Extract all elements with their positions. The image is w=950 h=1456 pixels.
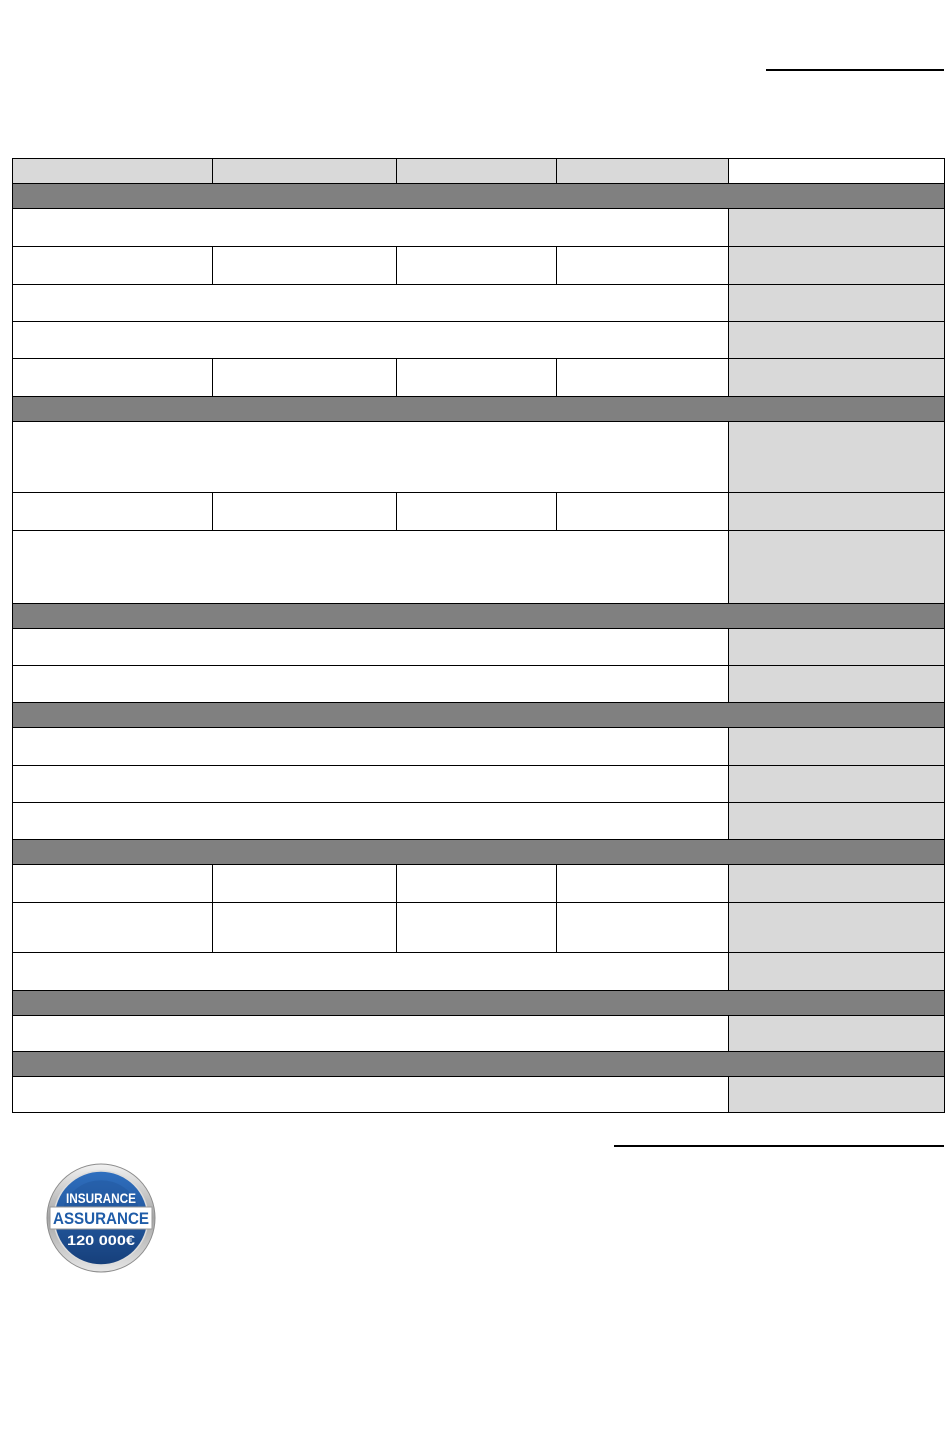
row-17-label [13,1016,729,1051]
header-row-cells [13,159,729,183]
section-header-2 [13,397,944,421]
row-9-label [13,629,729,665]
rule [13,208,944,209]
row-15-value[interactable] [729,903,944,952]
row-2-split [13,247,729,284]
rule [13,990,944,991]
invoice-form-table [12,158,945,1113]
insurance-badge [46,1163,156,1273]
row-7-value[interactable] [729,493,944,530]
rule [728,1077,729,1112]
rule [556,865,557,952]
rule [13,1076,944,1077]
row-14-split [13,865,729,902]
row-14-value[interactable] [729,865,944,902]
rule [13,492,944,493]
row-3-value[interactable] [729,285,944,321]
row-13-label [13,803,729,839]
rule [13,628,944,629]
rule [728,422,729,603]
signature-line-bottom [614,1145,944,1147]
row-18-value[interactable] [729,1077,944,1112]
rule [556,159,557,183]
rule [396,247,397,284]
badge-line-1: INSURANCE [66,1190,136,1206]
rule [13,1051,944,1052]
rule [13,952,944,953]
rule [556,359,557,396]
rule [396,865,397,952]
row-6-value[interactable] [729,422,944,492]
row-8-label [13,531,729,603]
row-15-split [13,903,729,952]
rule [13,183,944,184]
row-6-label [13,422,729,492]
row-8-value[interactable] [729,531,944,603]
row-18-label [13,1077,729,1112]
rule [728,865,729,990]
row-13-value[interactable] [729,803,944,839]
row-9-value[interactable] [729,629,944,665]
row-4-label [13,322,729,358]
rule [728,1016,729,1051]
row-3-label [13,285,729,321]
row-12-label [13,766,729,802]
header-value-cell[interactable] [729,159,944,183]
row-2-value[interactable] [729,247,944,284]
rule [13,530,944,531]
rule [728,629,729,702]
rule [212,493,213,530]
rule [13,358,944,359]
section-header-5 [13,840,944,864]
row-7-split [13,493,729,530]
rule [212,359,213,396]
row-4-value[interactable] [729,322,944,358]
badge-line-3: 120 000€ [67,1232,136,1248]
section-header-3 [13,604,944,628]
rule [728,159,729,183]
section-header-7 [13,1052,944,1076]
rule [13,702,944,703]
rule [13,902,944,903]
rule [728,209,729,396]
rule [212,247,213,284]
row-12-value[interactable] [729,766,944,802]
signature-line-top [766,69,944,71]
rule [13,421,944,422]
rule [728,728,729,839]
section-header-1 [13,184,944,208]
section-header-4 [13,703,944,727]
row-10-value[interactable] [729,666,944,702]
badge-line-2: ASSURANCE [53,1209,149,1228]
rule [13,665,944,666]
row-11-label [13,728,729,765]
rule [13,396,944,397]
rule [13,727,944,728]
rule [13,802,944,803]
rule [556,247,557,284]
rule [13,839,944,840]
row-1-value[interactable] [729,209,944,246]
row-16-label [13,953,729,990]
rule [396,159,397,183]
row-5-value[interactable] [729,359,944,396]
rule [556,493,557,530]
rule [13,1015,944,1016]
rule [396,359,397,396]
row-11-value[interactable] [729,728,944,765]
rule [13,864,944,865]
row-1-label [13,209,729,246]
rule [13,246,944,247]
row-10-label [13,666,729,702]
rule [13,603,944,604]
rule [13,284,944,285]
rule [13,765,944,766]
row-17-value[interactable] [729,1016,944,1051]
row-5-split [13,359,729,396]
section-header-6 [13,991,944,1015]
rule [212,865,213,952]
rule [212,159,213,183]
row-16-value[interactable] [729,953,944,990]
rule [13,321,944,322]
rule [396,493,397,530]
